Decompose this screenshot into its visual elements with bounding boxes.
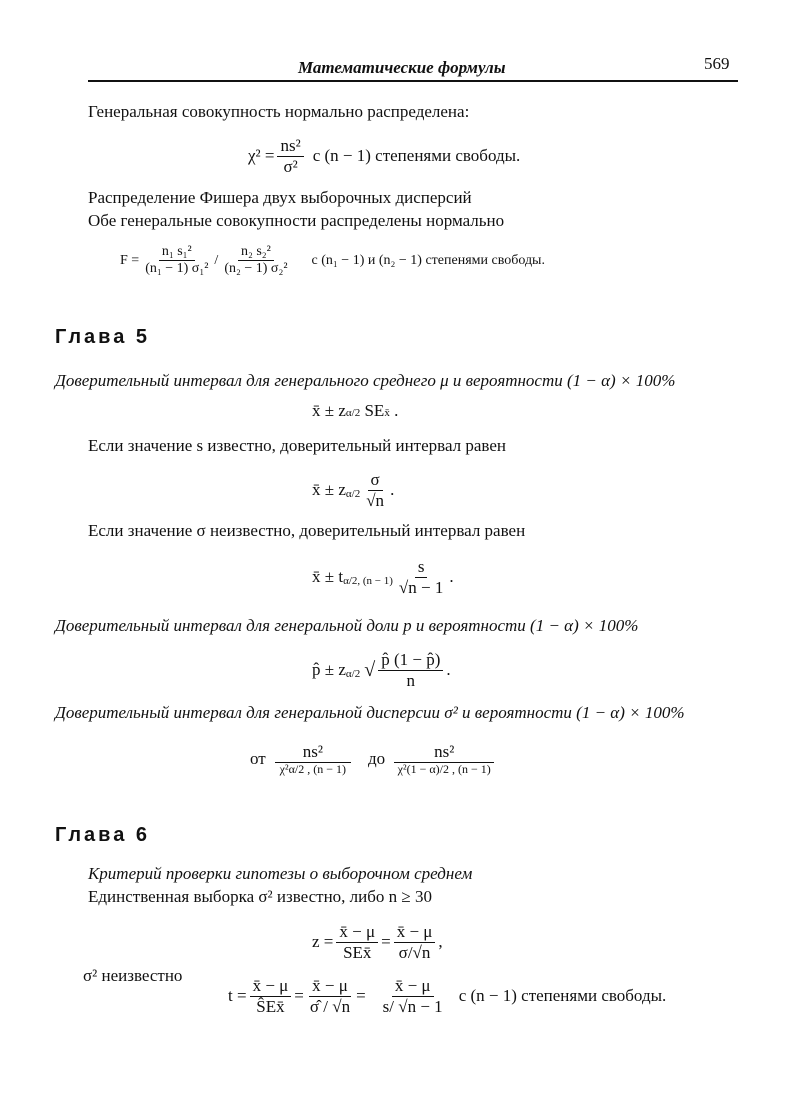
f1-dot: .: [394, 401, 399, 420]
ch5-formula-5: [250, 742, 497, 776]
z-den2: σ/√n: [398, 942, 431, 962]
t-eq2: =: [356, 986, 366, 1006]
t-fraction-3: [380, 976, 446, 1016]
ch5-formula-2: [312, 470, 394, 510]
ch6-text-known: Единственная выборка σ² известно, либо n ≥ 30: [88, 887, 432, 906]
ch5-heading-variance: Доверительный интервал для генеральной дисперсии σ² и вероятности (1 − α) × 100%: [55, 703, 685, 722]
f5-den1: χ²α/2 , (n − 1): [279, 761, 346, 776]
f-num2: n₂ s₂²: [238, 244, 274, 261]
f5-from: от: [250, 749, 266, 769]
f3-den: √n − 1: [398, 577, 444, 597]
f-slash: /: [214, 252, 219, 268]
z-fraction-1: [336, 922, 378, 962]
ch5-formula-4: [312, 650, 451, 690]
f5-fraction-2: [394, 742, 494, 776]
t-num3: x̄ − μ: [392, 976, 434, 997]
ch5-formula-3: [312, 557, 454, 597]
f-den1: (n₁ − 1) σ₁²: [145, 261, 209, 277]
ch6-z-formula: [312, 922, 443, 962]
f4-den: n: [406, 670, 416, 690]
f2-pre: x̄ ± z: [312, 480, 346, 500]
t-lhs: t =: [228, 986, 247, 1006]
header-rule: [88, 80, 738, 82]
f5-to: до: [367, 749, 386, 769]
fisher-line-2: Обе генеральные совокупности распределены нормально: [88, 211, 505, 230]
z-num2: x̄ − μ: [394, 922, 436, 943]
chi-lhs: χ² =: [248, 146, 275, 166]
f2-num: σ: [368, 470, 383, 491]
f-den2: (n₂ − 1) σ₂²: [224, 261, 288, 277]
running-header-title: Математические формулы: [298, 58, 506, 77]
t-tail: с (n − 1) степенями свободы.: [458, 986, 667, 1006]
ch5-formula-1: [312, 401, 398, 421]
t-num1: x̄ − μ: [250, 976, 292, 997]
z-comma: ,: [438, 932, 443, 952]
ch5-text-sigma-unknown: Если значение σ неизвестно, доверительный интервал равен: [88, 521, 526, 540]
f-fraction-1: [142, 244, 211, 277]
t-den2: σ̂ / √n: [309, 996, 351, 1016]
chapter-5-title: Глава 5: [55, 326, 151, 348]
f4-dot: .: [446, 660, 451, 680]
t-den3: s/ √n − 1: [382, 996, 443, 1016]
t-eq1: =: [294, 986, 304, 1006]
f-num1: n₁ s₁²: [159, 244, 195, 261]
chi-denominator: σ²: [283, 156, 298, 176]
f5-num1: ns²: [275, 742, 351, 763]
ch6-heading-mean-test: Критерий проверки гипотезы о выборочном среднем: [88, 864, 473, 883]
chi-fraction: [277, 136, 303, 176]
f4-num: p̂ (1 − p̂): [378, 650, 443, 671]
f4-sub: α/2: [345, 668, 361, 681]
t-fraction-1: [250, 976, 292, 1016]
f1-sub: α/2: [345, 407, 361, 419]
z-lhs: z =: [312, 932, 334, 952]
f2-sub: α/2: [345, 488, 361, 501]
chi-numerator: ns²: [277, 136, 303, 157]
f2-den: √n: [366, 490, 385, 510]
t-fraction-2: [307, 976, 353, 1016]
t-num2: x̄ − μ: [309, 976, 351, 997]
f1-se-sub: x̄: [384, 407, 390, 419]
f3-sub: α/2, (n − 1): [343, 575, 393, 588]
f3-num: s: [415, 557, 428, 578]
f5-den2: χ²(1 − α)/2 , (n − 1): [397, 761, 491, 776]
f2-fraction: [363, 470, 387, 510]
z-eq: =: [381, 932, 391, 952]
f3-dot: .: [449, 567, 454, 587]
f3-fraction: [396, 557, 446, 597]
ch5-text-s-known: Если значение s известно, доверительный интервал равен: [88, 436, 506, 455]
chapter-6-title: Глава 6: [55, 824, 151, 846]
f-lhs: F =: [120, 252, 140, 268]
z-den1: SEx̄: [343, 942, 372, 962]
f3-pre: x̄ ± t: [312, 567, 344, 587]
ch5-heading-proportion: Доверительный интервал для генеральной доли p и вероятности (1 − α) × 100%: [55, 616, 639, 635]
ch5-heading-mean: Доверительный интервал для генерального среднего μ и вероятности (1 − α) × 100%: [55, 371, 676, 390]
page-number: 569: [704, 54, 730, 73]
fisher-formula: [120, 244, 545, 277]
f1-pre: x̄ ± z: [312, 401, 346, 420]
f2-dot: .: [390, 480, 395, 500]
sqrt-symbol: √: [364, 658, 376, 681]
z-num1: x̄ − μ: [336, 922, 378, 943]
t-den1: ŜEx̄: [256, 996, 285, 1016]
z-fraction-2: [394, 922, 436, 962]
f4-fraction: [378, 650, 443, 690]
f1-se: SE: [364, 401, 385, 420]
f-fraction-2: [221, 244, 290, 277]
ch6-text-unknown: σ² неизвестно: [83, 966, 183, 985]
f4-pre: p̂ ± z: [312, 660, 346, 680]
f-tail: с (n₁ − 1) и (n₂ − 1) степенями свободы.: [311, 252, 545, 268]
chi-tail: с (n − 1) степенями свободы.: [312, 146, 521, 166]
f5-fraction-1: [275, 742, 351, 776]
f5-num2: ns²: [394, 742, 494, 763]
chi-formula: [248, 136, 520, 176]
fisher-line-1: Распределение Фишера двух выборочных дисперсий: [88, 188, 472, 207]
ch6-t-formula: [228, 976, 666, 1016]
chi-intro-text: Генеральная совокупность нормально распределена:: [88, 102, 470, 121]
